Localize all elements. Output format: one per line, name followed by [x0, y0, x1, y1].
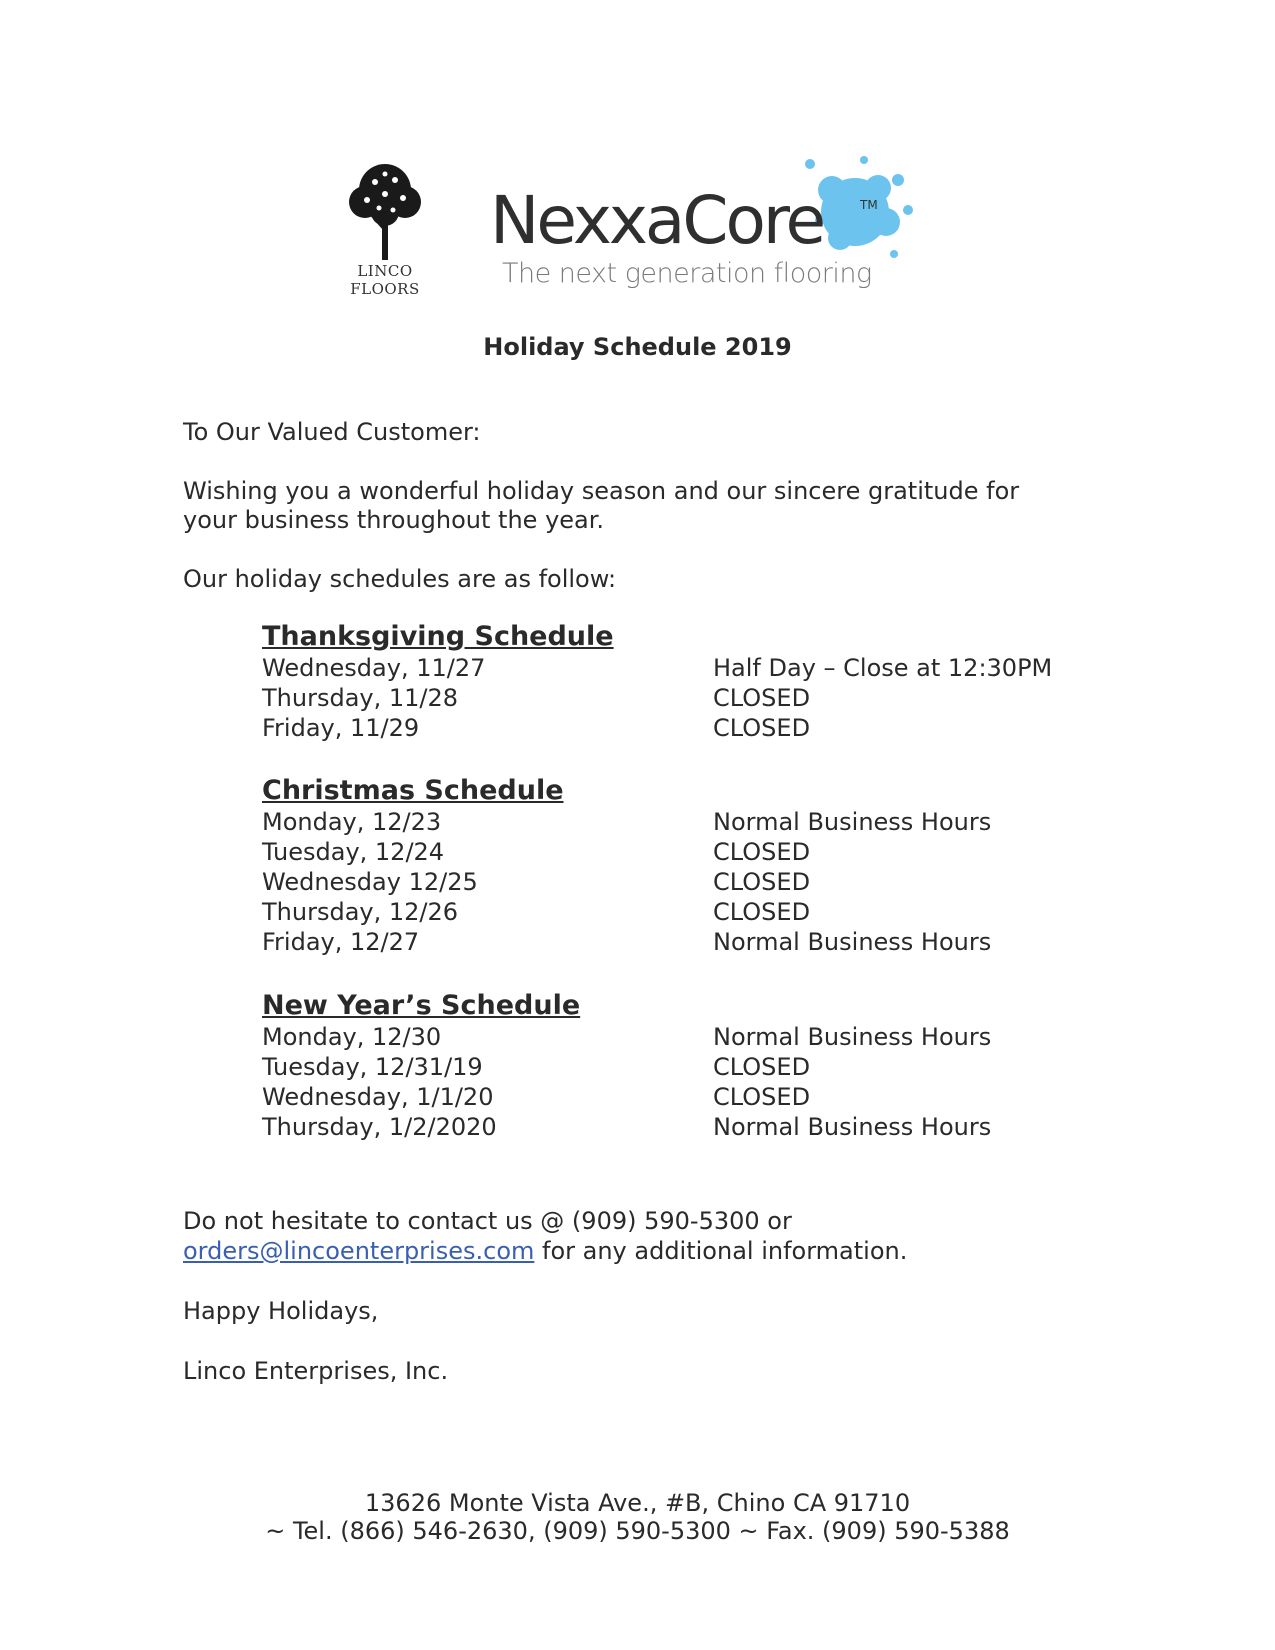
signature: Linco Enterprises, Inc. [183, 1357, 449, 1385]
christmas-heading: Christmas Schedule [262, 775, 564, 806]
thanksgiving-heading: Thanksgiving Schedule [262, 621, 614, 652]
closing: Happy Holidays, [183, 1297, 379, 1325]
contact-line-1: Do not hesitate to contact us @ (909) 590-5300 or [183, 1207, 792, 1235]
new-year-heading: New Year’s Schedule [262, 990, 581, 1021]
schedule-status: Half Day – Close at 12:30PM [713, 654, 1053, 682]
schedule-day: Friday, 12/27 [262, 928, 420, 956]
email-link[interactable]: orders@lincoenterprises.com [183, 1237, 535, 1265]
document-title: Holiday Schedule 2019 [483, 333, 792, 361]
schedule-day: Wednesday 12/25 [262, 868, 478, 896]
footer-phones: ~ Tel. (866) 546-2630, (909) 590-5300 ~ Fax. (909) 590-5388 [265, 1517, 1010, 1545]
schedule-day: Thursday, 1/2/2020 [262, 1113, 497, 1141]
schedule-day: Thursday, 12/26 [262, 898, 459, 926]
schedule-status: Normal Business Hours [713, 928, 992, 956]
linco-floors-logo [325, 150, 445, 298]
contact-line-2-text: for any additional information. [534, 1237, 908, 1265]
schedule-status: CLOSED [713, 838, 811, 866]
schedule-status: CLOSED [713, 868, 811, 896]
tree-icon [345, 160, 425, 265]
schedule-status: CLOSED [713, 898, 811, 926]
schedule-day: Friday, 11/29 [262, 714, 420, 742]
schedule-day: Monday, 12/23 [262, 808, 442, 836]
nexxacore-wordmark: NexxaCore [490, 182, 824, 259]
schedule-status: CLOSED [713, 1083, 811, 1111]
schedule-status: Normal Business Hours [713, 808, 992, 836]
schedule-status: Normal Business Hours [713, 1113, 992, 1141]
schedules-intro: Our holiday schedules are as follow: [183, 565, 617, 593]
schedule-status: CLOSED [713, 714, 811, 742]
schedule-day: Tuesday, 12/24 [262, 838, 445, 866]
nexxacore-logo [490, 150, 930, 295]
intro-line-2: your business throughout the year. [183, 506, 605, 534]
schedule-day: Wednesday, 1/1/20 [262, 1083, 494, 1111]
greeting: To Our Valued Customer: [183, 418, 481, 446]
schedule-day: Monday, 12/30 [262, 1023, 442, 1051]
schedule-day: Tuesday, 12/31/19 [262, 1053, 483, 1081]
schedule-status: CLOSED [713, 684, 811, 712]
contact-line-2 [183, 1236, 907, 1266]
schedule-status: Normal Business Hours [713, 1023, 992, 1051]
schedule-day: Thursday, 11/28 [262, 684, 459, 712]
schedule-day: Wednesday, 11/27 [262, 654, 486, 682]
footer-address: 13626 Monte Vista Ave., #B, Chino CA 91710 [364, 1489, 911, 1517]
intro-line-1: Wishing you a wonderful holiday season and our sincere gratitude for [183, 477, 1020, 505]
linco-wordmark: LINCO FLOORS [350, 262, 420, 298]
nexxacore-tagline: The next generation flooring [502, 258, 872, 289]
schedule-status: CLOSED [713, 1053, 811, 1081]
trademark-symbol: TM [860, 198, 878, 212]
